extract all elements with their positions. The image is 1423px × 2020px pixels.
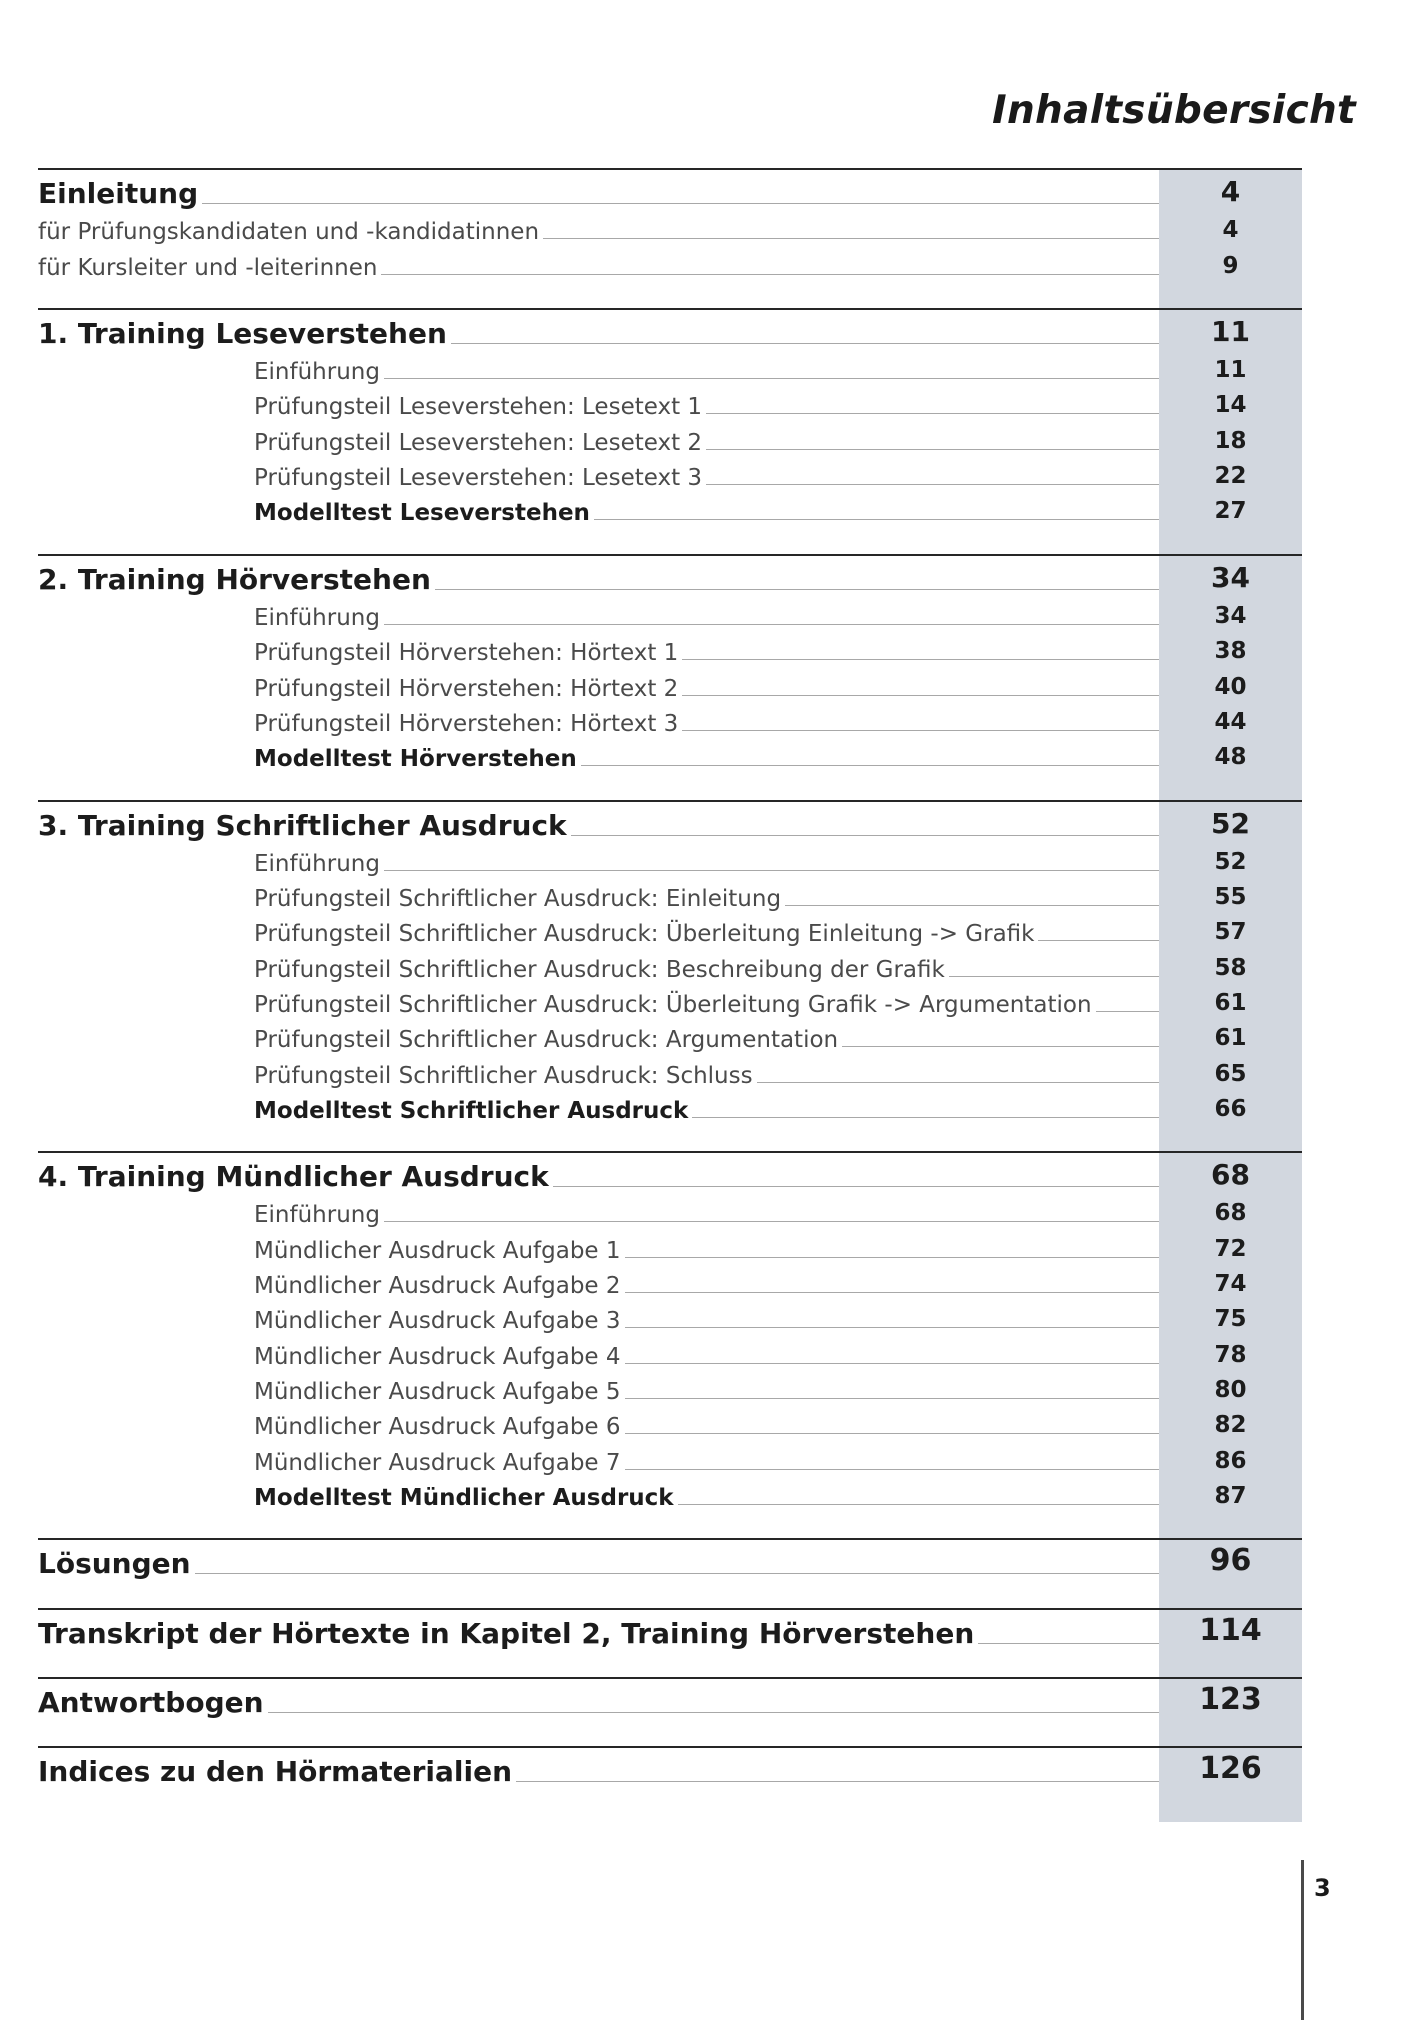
toc-section [38, 168, 1302, 310]
toc-page-number: 34 [1211, 560, 1250, 594]
toc-section-title: Transkript der Hörtexte in Kapitel 2, Training Hörverstehen [38, 1616, 975, 1650]
toc-page-number: 72 [1214, 1235, 1247, 1262]
toc-entry-title: Mündlicher Ausdruck Aufgabe 2 [254, 1273, 621, 1300]
dot-leader [195, 1573, 1159, 1574]
dot-leader [978, 1643, 1159, 1644]
toc-entry[interactable] [254, 1371, 1302, 1405]
toc-section-heading[interactable] [38, 562, 1302, 596]
dot-leader [384, 624, 1159, 625]
toc-page-number: 55 [1214, 884, 1247, 911]
toc-entry-title: Prüfungsteil Hörverstehen: Hörtext 1 [254, 640, 679, 667]
dot-leader [516, 1781, 1159, 1782]
dot-leader [785, 905, 1159, 906]
dot-leader [384, 378, 1159, 379]
dot-leader [581, 765, 1159, 766]
dot-leader [625, 1327, 1159, 1328]
toc-section-title: Indices zu den Hörmaterialien [38, 1755, 513, 1789]
toc-entry[interactable] [254, 1194, 1302, 1228]
page-title: Inhaltsübersicht [992, 88, 1356, 133]
toc-section-heading[interactable] [38, 1681, 1302, 1719]
toc-section-title: 2. Training Hörverstehen [38, 562, 431, 596]
toc-page-number: 18 [1214, 427, 1247, 454]
toc-section-title: 1. Training Leseverstehen [38, 316, 447, 350]
dot-leader [451, 343, 1159, 344]
toc-page-number: 48 [1214, 744, 1247, 771]
toc-entry[interactable] [38, 211, 1302, 245]
toc-page-number: 22 [1214, 463, 1247, 490]
dot-leader [1096, 1011, 1159, 1012]
toc-entry[interactable] [254, 913, 1302, 947]
toc-page-number: 44 [1214, 708, 1247, 735]
dot-leader [384, 1221, 1159, 1222]
toc-entry-title: Prüfungsteil Hörverstehen: Hörtext 2 [254, 675, 679, 702]
toc-page-number: 27 [1214, 498, 1247, 525]
toc-section-title: 4. Training Mündlicher Ausdruck [38, 1160, 549, 1194]
toc-entry[interactable] [254, 1019, 1302, 1053]
toc-entry[interactable] [254, 1406, 1302, 1440]
toc-section-heading[interactable] [38, 1612, 1302, 1650]
toc-section [38, 1538, 1302, 1609]
toc-section [38, 1677, 1302, 1748]
toc-page-number: 52 [1211, 806, 1250, 840]
toc-entry-title: Prüfungsteil Leseverstehen: Lesetext 3 [254, 465, 703, 492]
toc-page-number: 78 [1214, 1341, 1247, 1368]
toc-section [38, 554, 1302, 802]
toc-page-number: 65 [1214, 1060, 1247, 1087]
toc-entry-title: Modelltest Mündlicher Ausdruck [254, 1484, 674, 1511]
toc-entry-title: Mündlicher Ausdruck Aufgabe 6 [254, 1414, 621, 1441]
toc-entry[interactable] [254, 632, 1302, 666]
toc-entry[interactable] [254, 597, 1302, 631]
dot-leader [435, 589, 1159, 590]
toc-entry[interactable] [38, 247, 1302, 281]
dot-leader [571, 835, 1159, 836]
toc-entry-title: für Kursleiter und -leiterinnen [38, 254, 378, 281]
dot-leader [949, 976, 1159, 977]
dot-leader [678, 1504, 1159, 1505]
toc-entry[interactable] [254, 422, 1302, 456]
toc-entry[interactable] [254, 738, 1302, 772]
toc-page-number: 66 [1214, 1095, 1247, 1122]
dot-leader [1038, 940, 1159, 941]
page-number: 3 [1314, 1874, 1331, 1902]
toc-page-number: 80 [1214, 1376, 1247, 1403]
dot-leader [706, 484, 1159, 485]
toc-page-number: 82 [1214, 1412, 1247, 1439]
toc-entry[interactable] [254, 1230, 1302, 1264]
toc-section [38, 1746, 1302, 1817]
toc-entry-title: Mündlicher Ausdruck Aufgabe 1 [254, 1237, 621, 1264]
toc-section [38, 308, 1302, 556]
toc-page-number: 86 [1214, 1447, 1247, 1474]
toc-section-heading[interactable] [38, 1543, 1302, 1581]
dot-leader [682, 695, 1159, 696]
toc-page-number: 74 [1214, 1271, 1247, 1298]
toc-entry[interactable] [254, 1477, 1302, 1511]
dot-leader [594, 519, 1159, 520]
toc-entry-title: Einführung [254, 604, 380, 631]
toc-entry[interactable] [254, 1090, 1302, 1124]
toc-entry-title: Prüfungsteil Hörverstehen: Hörtext 3 [254, 710, 679, 737]
toc-entry-title: Modelltest Schriftlicher Ausdruck [254, 1097, 689, 1124]
dot-leader [682, 730, 1159, 731]
toc-entry[interactable] [254, 668, 1302, 702]
toc-entry-title: Prüfungsteil Schriftlicher Ausdruck: Beschreibung der Grafik [254, 956, 945, 983]
toc-section-title: Antwortbogen [38, 1685, 264, 1719]
dot-leader [625, 1469, 1159, 1470]
toc-page-number: 123 [1199, 1681, 1262, 1717]
dot-leader [202, 203, 1159, 204]
dot-leader [543, 238, 1159, 239]
toc-entry[interactable] [254, 1055, 1302, 1089]
dot-leader [625, 1398, 1159, 1399]
dot-leader [625, 1433, 1159, 1434]
toc-entry[interactable] [254, 457, 1302, 491]
toc-page-number: 126 [1199, 1751, 1262, 1787]
toc-entry-title: Einführung [254, 1202, 380, 1229]
toc-entry[interactable] [254, 1300, 1302, 1334]
toc-section-heading[interactable] [38, 316, 1302, 350]
toc-page-number: 14 [1214, 392, 1247, 419]
toc-page-number: 34 [1214, 602, 1247, 629]
toc-entry[interactable] [254, 878, 1302, 912]
toc-entry[interactable] [254, 984, 1302, 1018]
toc-entry-title: Modelltest Hörverstehen [254, 746, 577, 773]
toc-entry-title: Prüfungsteil Schriftlicher Ausdruck: Einleitung [254, 886, 782, 913]
toc-page-number: 11 [1214, 357, 1247, 384]
toc-entry-title: Mündlicher Ausdruck Aufgabe 5 [254, 1378, 621, 1405]
toc-entry[interactable] [254, 949, 1302, 983]
toc-entry-title: Prüfungsteil Schriftlicher Ausdruck: Überleitung Grafik -> Argumentation [254, 992, 1092, 1018]
toc-page-number: 87 [1214, 1482, 1247, 1509]
toc-entry[interactable] [254, 703, 1302, 737]
toc-entry[interactable] [254, 386, 1302, 420]
toc-entry-title: Prüfungsteil Schriftlicher Ausdruck: Schluss [254, 1062, 753, 1089]
toc-entry-title: Mündlicher Ausdruck Aufgabe 3 [254, 1308, 621, 1335]
toc-section-heading[interactable] [38, 1751, 1302, 1789]
toc-entry[interactable] [254, 1265, 1302, 1299]
dot-leader [625, 1363, 1159, 1364]
toc-entry[interactable] [254, 1336, 1302, 1370]
toc-page-number: 75 [1214, 1306, 1247, 1333]
toc-entry[interactable] [254, 492, 1302, 526]
toc-entry-title: Mündlicher Ausdruck Aufgabe 4 [254, 1343, 621, 1370]
toc-page-number: 114 [1199, 1612, 1262, 1648]
toc-section-title: Lösungen [38, 1547, 191, 1581]
toc-page-number: 9 [1222, 252, 1239, 279]
toc-section [38, 1151, 1302, 1540]
dot-leader [384, 870, 1159, 871]
dot-leader [706, 449, 1159, 450]
page-number-marker [1301, 1860, 1331, 2020]
toc-entry[interactable] [254, 351, 1302, 385]
dot-leader [268, 1712, 1159, 1713]
toc-section-title: 3. Training Schriftlicher Ausdruck [38, 808, 567, 842]
dot-leader [692, 1117, 1159, 1118]
dot-leader [625, 1292, 1159, 1293]
toc-page-number: 96 [1209, 1543, 1252, 1579]
toc-entry-title: Modelltest Leseverstehen [254, 500, 590, 527]
dot-leader [706, 413, 1159, 414]
toc-page-number: 61 [1214, 990, 1247, 1016]
toc-page-number: 58 [1214, 954, 1247, 981]
dot-leader [842, 1046, 1159, 1047]
toc-entry[interactable] [254, 843, 1302, 877]
toc-page-number: 68 [1214, 1200, 1247, 1227]
toc-entry-title: Prüfungsteil Schriftlicher Ausdruck: Überleitung Einleitung -> Grafik [254, 921, 1035, 948]
toc-page-number: 38 [1214, 638, 1247, 665]
toc-section-heading[interactable] [38, 176, 1302, 210]
toc-entry-title: Prüfungsteil Leseverstehen: Lesetext 1 [254, 394, 703, 421]
dot-leader [625, 1257, 1159, 1258]
toc-entry-title: Prüfungsteil Leseverstehen: Lesetext 2 [254, 429, 703, 456]
dot-leader [757, 1082, 1159, 1083]
toc-page-number: 68 [1211, 1158, 1250, 1192]
toc-page-number: 52 [1214, 848, 1247, 875]
toc-entry-title: Prüfungsteil Schriftlicher Ausdruck: Argumentation [254, 1027, 839, 1054]
toc-section [38, 800, 1302, 1154]
toc-page-number: 4 [1220, 175, 1241, 208]
toc-section [38, 1608, 1302, 1679]
toc-section-title: Einleitung [38, 177, 199, 210]
dot-leader [682, 659, 1159, 660]
toc-entry-title: Einführung [254, 850, 380, 877]
dot-leader [381, 274, 1159, 275]
toc-page-number: 57 [1214, 919, 1247, 946]
toc-entry[interactable] [254, 1442, 1302, 1476]
toc-section-heading[interactable] [38, 1159, 1302, 1193]
toc-entry-title: Mündlicher Ausdruck Aufgabe 7 [254, 1449, 621, 1476]
toc-page-number: 40 [1214, 673, 1247, 700]
toc-entry-title: für Prüfungskandidaten und -kandidatinnen [38, 219, 540, 246]
toc-page-number: 11 [1211, 314, 1250, 348]
toc-page-number: 4 [1222, 217, 1239, 244]
toc-page-number: 61 [1214, 1025, 1247, 1052]
dot-leader [553, 1186, 1159, 1187]
toc-section-heading[interactable] [38, 808, 1302, 842]
toc-entry-title: Einführung [254, 359, 380, 386]
